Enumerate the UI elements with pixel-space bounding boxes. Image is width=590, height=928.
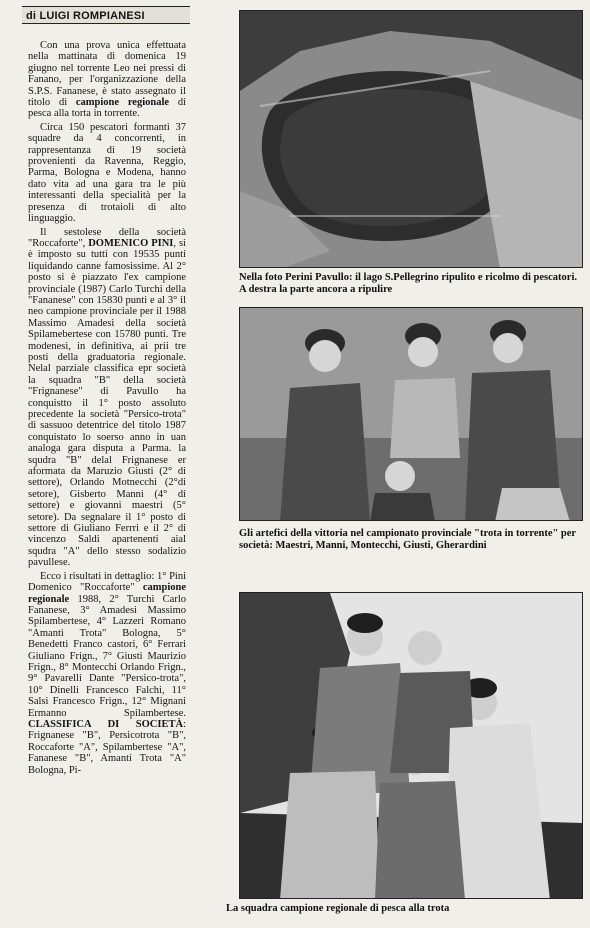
byline bbox=[22, 6, 190, 24]
champions-photo bbox=[239, 592, 583, 899]
article-paragraph: Il sestolese della società "Roccaforte", DOMENICO PINI, si è imposto su tutti con 19535 punti liquidando canne famosissime. Al 2° posto si è piazzato l'ex campione provinciale (1987) Carlo Turchi della "Fananese" con 15830 punti e al 3° il neo campione provinciale per il 1988 Massimo Amadesi della società Spilamebertese con 15780 punti. Tre modenesi, in definitiva, ai prii tre posti della graduatoria regionale. Nelal parziale classifica epr società la squadra "B" della società "Frignanese" di Pavullo ha conquistto il 1° posto assoluto precedente la società "Persico-trota" di sassuoo detentrice del titolo 1987 conquistato lo soerso anno in uan analoga gara disputa a Parma. la squdra "B" delal Frignanese er aformata da Maruzio Giusti (2° di settore), Orlando Motnecchi (2°di setore), Gisberto Manni (4° di settore) e giovanni maestri (5° setore). Da segnalare il 1° posto di settore di Giuliano Ferrri e il 2° di vincenzo Saldi apartenenti aial squdra "A" dello stesso sodalizio pavullese. bbox=[28, 226, 186, 569]
team-photo bbox=[239, 307, 583, 521]
photo-caption: Nella foto Perini Pavullo: il lago S.Pellegrino ripulito e ricolmo di pescatori. A destra la parte ancora a ripulire bbox=[239, 272, 577, 295]
lake-photo bbox=[239, 10, 583, 268]
article-paragraph: Circa 150 pescatori formanti 37 squadre da 4 concorrenti, in rappresentanza di 19 società provenienti da Ravenna, Reggio, Parma, Bologna e Modena, hanno dato vita ad una gara tra le più interessanti della specialità per la presenza di trotaioli di alto linguaggio. bbox=[28, 121, 186, 225]
byline-prefix: di bbox=[26, 10, 40, 22]
team-image bbox=[240, 308, 583, 521]
champions-image bbox=[240, 593, 583, 899]
lake-image bbox=[240, 11, 583, 268]
article-paragraph: Ecco i risultati in dettaglio: 1° Pini Domenico "Roccaforte" campione regionale 1988, 2° Turchi Carlo Fananese, 3° Amadesi Massimo Spilambertese, 4° Lazzeri Romano "Amanti Trota" Bologna, 5° Benedetti Franco castori, 6° Ferrari Giuliano Frign., 7° Giusti Maurizio Frign., 8° Montecchi Orlando Frign., 9° Pavarelli Dante "Persico-trota", 10° Dinelli Francesco Falchi, 11° Salsi Francesco Frign., 12° Mignani Ermanno Spilambertese. CLASSIFICA DI SOCIETÀ: Frignanese "B", Persicotrota "B", Roccaforte "A", Spilambertese "A", Fananese "B", Amanti Trota "A" Bologna, Pi- bbox=[28, 570, 186, 776]
article-body bbox=[28, 40, 186, 778]
article-paragraph: Con una prova unica effettuata nella mattinata di domenica 19 giugno nel torrente Leo nei pressi di Fanano, per l'organizzazione della S.P.S. Fananese, è stato assegnato il titolo di campione regionale di pesca alla torta in torrente. bbox=[28, 40, 186, 120]
byline-name: LUIGI ROMPIANESI bbox=[39, 10, 145, 22]
photo-caption: La squadra campione regionale di pesca alla trota bbox=[226, 903, 450, 914]
photo-caption: Gli artefici della vittoria nel campionato provinciale "trota in torrente" per società: Maestri, Manni, Montecchi, Giusti, Gherardini bbox=[239, 528, 576, 551]
